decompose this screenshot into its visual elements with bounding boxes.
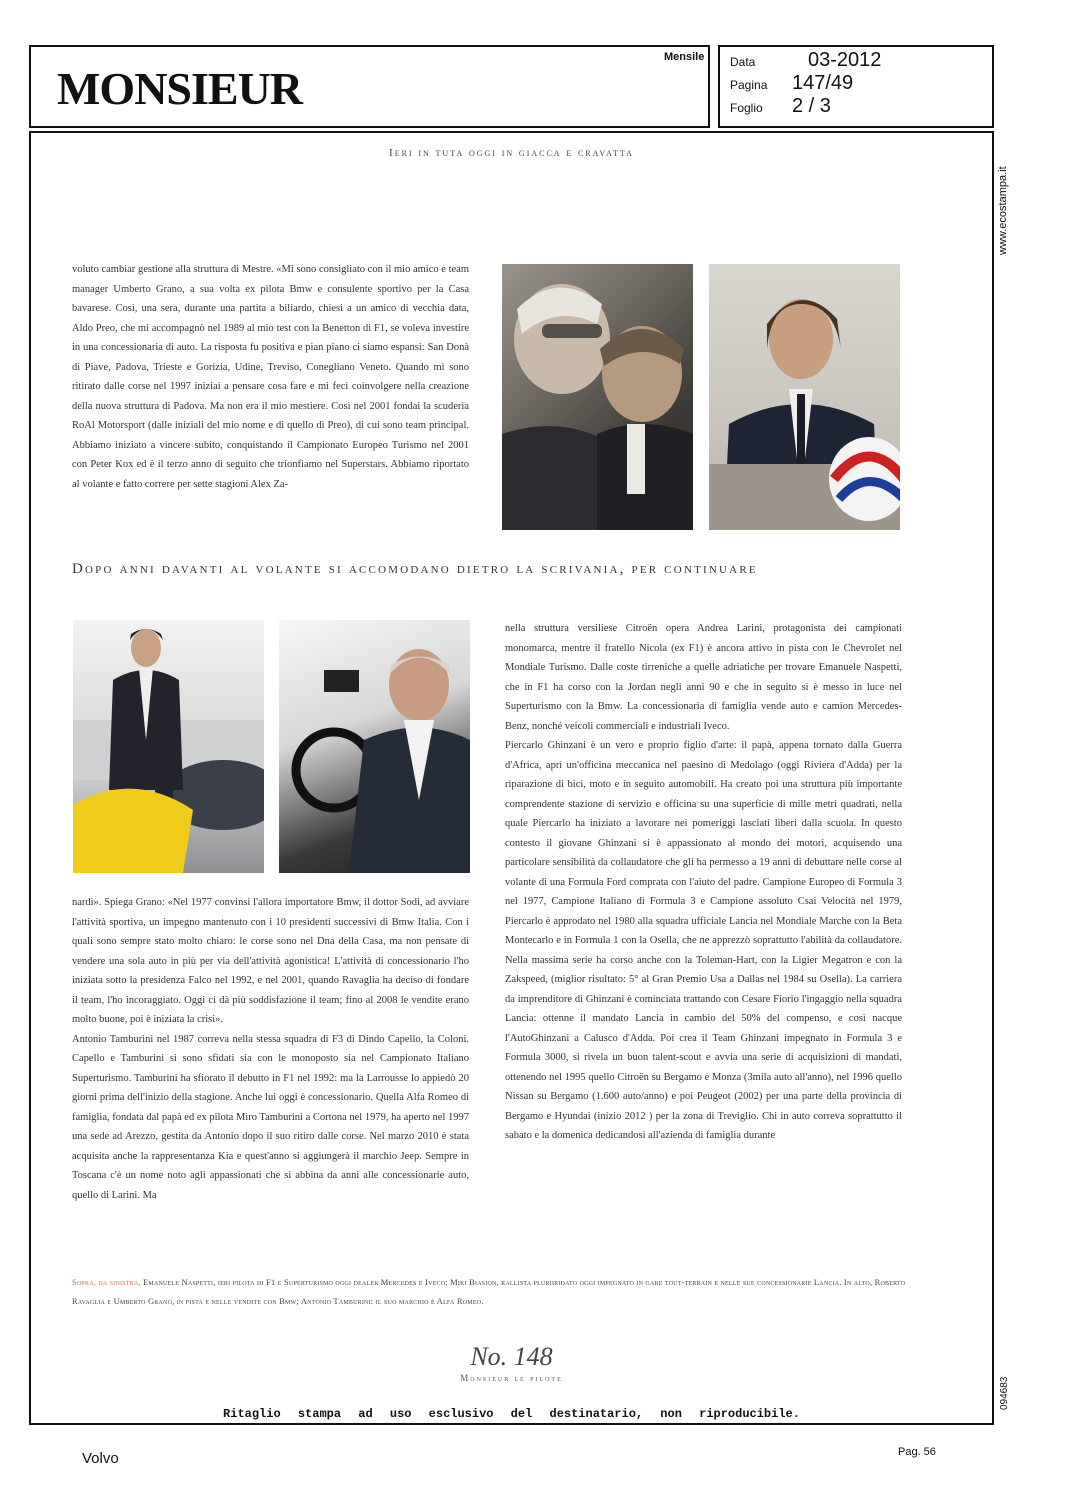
page-label: Pagina [730,78,768,92]
paragraph: Piercarlo Ghinzani è un vero e proprio figlio d'arte: il papà, appena tornato dalla Guerra d'Africa, aprì un'officina meccanica nel paesino di Medolago (oggi Riviera d'Adda) per la riparazione di bici, moto e in seguito automobili. Ha creato poi una struttura più importante comprendente stazione di servizio e officina su una superficie di mille metri quadrati, nella quale Piercarlo ha iniziato a lavorare nei pomeriggi lasciati liberi dalla scuola. In questo contesto il giovane Ghinzani si è appassionato al mondo dei motori, acquisendo una particolare sensibilità da collaudatore che gli ha permesso a 19 anni di debuttare nelle corse al volante di una Formula Ford comprata con l'aiuto del padre. Campione Europeo di Formula 3 nel 1977, Campione Italiano di Formula 3 e Campione assoluto Csai Velocità nel 1979, Piercarlo è approdato nel 1980 alla squadra ufficiale Lancia nel Mondiale Marche con la Beta Montecarlo e in Formula 1 con la Osella, che ne apprezzò soprattutto l'abilità da collaudatore. Nella massima serie ha corso anche con la Toleman-Hart, con la Ligier Megatron e con la Zakspeed, (miglior risultato: 5° al Gran Premio Usa a Dallas nel 1984 su Osella). La carriera da imprenditore di Ghinzani è cominciata trattando con Cesare Fiorio l'ingaggio nella squadra Lancia: ottenne il mandato Lancia in cambio del 50% del compenso, e così nacque l'AutoGhinzani a Calusco d'Adda. Poi crea il Team Ghinzani impegnato in Formula 3 e Formula 3000, si rivela un buon talent-scout e avvia una serie di acquisizioni di mandati, ottenendo nel 1995 quello Citroën su Bergamo e Monza (3mila auto all'anno), nel 1996 quello Nissan su Bergamo (1.600 auto/anno) e poi Peugeot (2002) per una parte della provincia di Bergamo e Hyundai (inizio 2012 ) per la zona di Treviglio. Chi in auto correva soprattutto il sabato e la domenica dedicandosi all'azienda di famiglia durante [505,740,902,1141]
date-label: Data [730,55,756,69]
issue-signature: No. 148 [470,1342,553,1371]
sheet-value: 2 / 3 [792,95,831,117]
sheet-label: Foglio [730,101,763,115]
photo-caption [72,1273,907,1311]
photo-tamburini [709,264,900,530]
photo-naspetti [73,620,264,873]
photo-biasion [279,620,470,873]
clipping-code: 094683 [999,1376,1010,1410]
date-value: 03-2012 [808,49,882,71]
footer-brand: Volvo [82,1450,119,1467]
source-url: www.ecostampa.it [997,166,1009,255]
magazine-logo: MONSIEUR [57,63,303,114]
issue-subtitle: Monsieur le pilote [460,1373,563,1383]
caption-lead: Sopra, da sinistra, [72,1277,141,1287]
paragraph: Antonio Tamburini nel 1987 correva nella stessa squadra di F3 di Dindo Capello, la Coloni. Capello e Tamburini si sono sfidati sia con le monoposto sia nel Campionato Italiano Superturismo. Tamburini ha sfiorato il debutto in F1 nel 1992: ma la Larrousse lo appiedò 20 giorni prima dell'inizio della stagione. Anche lui oggi è concessionario. Quella Alfa Romeo di famiglia, fondata dal papà ed ex pilota Miro Tamburini a Cortona nel 1979, ha aperto nel 1997 una sede ad Arezzo, gestita da Antonio dopo il suo ritiro dalle corse. Nel marzo 2010 è stata acquisita anche la rappresentanza Kia e quest'anno si aggiungerà il marchio Jeep. Sempre in Toscana c'è un nome noto agli appassionati che si abbina da anni alle concessionarie auto, quello di Larini. Ma [72,1033,469,1201]
caption-text: Emanuele Naspetti, ieri pilota di F1 e Superturismo oggi dealer Mercedes e Iveco; Miki Biasion, rallista pluriiridato oggi impegnato in gare tout-terrain e nelle sue concessionarie Lancia. In alto, Roberto Ravaglia e Umberto Grano, in pista e nelle vendite con Bmw; Antonio Tamburini: il suo marchio è Alfa Romeo. [72,1277,906,1306]
photo-naspetti-figure [73,620,264,873]
paragraph: nardi». Spiega Grano: «Nel 1977 convinsi l'allora importatore Bmw, il dottor Sodi, ad avviare l'attività sportiva, un impegno mantenuto con i 10 presidenti successivi di Bmw Italia. Con i quali sono sempre stato molto chiaro: le corse sono nel Dna della Casa, ma non pensate di vendere una sola auto in più per via dell'attività agonistica! L'attività di concessionario l'ho iniziata sotto la presidenza Falco nel 1992, e nel 2001, quando Ravaglia ha deciso di fondare il team, l'ho incoraggiato. Oggi ci dà più soddisfazione il team; fino al 2008 le vendite erano molto buone, poi è iniziata la crisi». [72,897,469,1025]
photo-ravaglia-grano-figure [502,264,693,530]
paragraph: voluto cambiar gestione alla struttura di Mestre. «Mi sono consigliato con il mio amico e team manager Umberto Grano, a sua volta ex pilota Bmw e consulente sportivo per la Casa bavarese. Così, una sera, durante una partita a biliardo, chiesi a un amico di vecchia data, Aldo Preo, che mi accompagnò nel 1989 al mio test con la Benetton di F1, se voleva investire in una concessionaria di auto. La risposta fu positiva e pian piano ci siamo espansi: San Donà di Piave, Padova, Trieste e Gorizia, Udine, Treviso, Conegliano Veneto. Quando mi sono ritirato dalle corse nel 1997 iniziai a pensare cosa fare e mi feci coinvolgere nella creazione della nuova struttura di Padova. Ma non era il mio mestiere. Così nel 2001 fondai la scuderia RoAl Motorsport (dalle iniziali del mio nome e di quello di Preo), di cui sono team principal. Abbiamo iniziato a vincere subito, conquistando il Campionato Europeo Turismo nel 2001 con Peter Kox ed è il terzo anno di seguito che trionfiamo nel Superstars. Abbiamo riportato al volante e fatto correre per sette stagioni Alex Za- [72,264,469,490]
photo-ravaglia-grano [502,264,693,530]
footer-page-number: Pag. 56 [898,1446,936,1458]
article-column-1 [72,260,469,494]
article-column-3 [505,619,902,1146]
article-headline: Dopo anni davanti al volante si accomodano dietro la scrivania, per continuare [72,561,758,577]
photo-biasion-figure [279,620,470,873]
paragraph: nella struttura versiliese Citroën opera Andrea Larini, protagonista dei campionati monomarca, mentre il fratello Nicola (ex F1) è ancora attivo in pista con le Chevrolet nel Mondiale Turismo. Dalle coste tirreniche a quelle adriatiche per trovare Emanuele Naspetti, che in F1 ha corso con la Jordan negli anni 90 e che in seguito si è messo in luce nel Superturismo con la Bmw. La concessionaria di famiglia vende auto e camion Mercedes-Benz, nonché veicoli commerciali e industriali Iveco. [505,623,902,732]
article-column-2 [72,893,469,1205]
article-kicker: Ieri in tuta oggi in giacca e cravatta [389,147,634,159]
press-disclaimer: Ritaglio stampa ad uso esclusivo del destinatario, non riproducibile. [223,1407,800,1421]
periodicity-label: Mensile [664,51,705,63]
photo-tamburini-figure [709,264,900,530]
page-value: 147/49 [792,72,854,94]
